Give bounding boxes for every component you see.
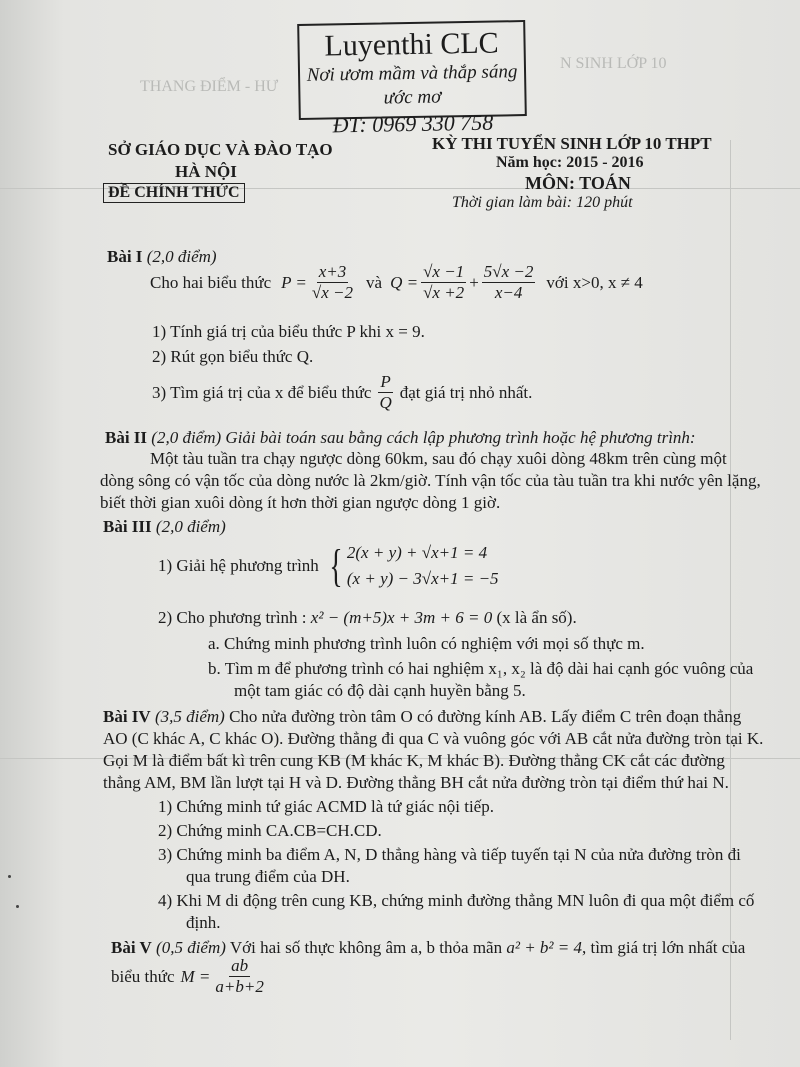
p-numerator: x+3 (318, 262, 347, 281)
problem-2-line-2: dòng sông có vận tốc của dòng nước là 2km/giờ. Tính vận tốc của tàu tuần tra khi nước yên lặng, (100, 471, 761, 490)
department-name: SỞ GIÁO DỤC VÀ ĐÀO TẠO (108, 140, 333, 159)
margin-mark (16, 905, 19, 908)
section-task: Giải bài toán sau bằng cách lập phương trình hoặc hệ phương trình: (225, 428, 696, 447)
q2-denominator: x−4 (494, 283, 523, 302)
exam-title: KỲ THI TUYỂN SINH LỚP 10 THPT (432, 134, 712, 153)
section-heading-4 (103, 707, 741, 727)
problem-4-line-4: thẳng AM, BM lần lượt tại H và D. Đường thẳng BH cắt nửa đường tròn tại điểm thứ hai N. (103, 773, 729, 792)
q2-numerator: 5√x −2 (483, 262, 534, 281)
plus-sign: + (469, 272, 479, 292)
question-1-1: 1) Tính giá trị của biểu thức P khi x = 9. (152, 322, 425, 341)
question-1-2: 2) Rút gọn biểu thức Q. (152, 347, 314, 366)
section-title: Bài V (111, 938, 152, 957)
problem-4-line-2: AO (C khác A, C khác O). Đường thẳng đi qua C và vuông góc với AB cắt nửa đường tròn tại K. (103, 729, 764, 748)
q-fraction-2 (482, 262, 536, 303)
system-brace: { (329, 540, 343, 591)
section-points: (0,5 điểm) (156, 938, 226, 957)
question-3-2-end: (x là ẩn số). (496, 608, 577, 627)
q-label: Q = (390, 272, 419, 292)
pq-numerator: P (380, 372, 391, 391)
subject-name: MÔN: TOÁN (525, 173, 631, 193)
equation-2: (x + y) − 3√x+1 = −5 (346, 569, 499, 588)
question-4-1: 1) Chứng minh tứ giác ACMD là tứ giác nội tiếp. (158, 797, 494, 816)
equation-system (347, 540, 499, 592)
section-heading-3 (103, 517, 226, 537)
expressions-line (150, 262, 643, 303)
problem-2-line-3: biết thời gian xuôi dòng ít hơn thời gian ngược dòng 1 giờ. (100, 493, 501, 512)
m-fraction (213, 956, 265, 997)
problem-4-line-1: Cho nửa đường tròn tâm O có đường kính AB. Lấy điểm C trên đoạn thẳng (229, 707, 742, 726)
m-numerator: ab (231, 956, 249, 975)
p-fraction (310, 262, 355, 303)
section-title: Bài I (107, 247, 143, 266)
show-through-text: N SINH LỚP 10 (560, 55, 667, 72)
question-3-2-b: b. Tìm m để phương trình có hai nghiệm x₁, x₂ là độ dài hai cạnh góc vuông của (208, 659, 754, 678)
equation-1: 2(x + y) + √x+1 = 4 (346, 543, 488, 562)
q-fraction-1 (421, 262, 466, 303)
stamp-name: Luyenthi CLC (324, 26, 499, 63)
q1-numerator: √x −1 (423, 262, 465, 281)
question-3-2-b-cont: một tam giác có độ dài cạnh huyền bằng 5. (234, 681, 526, 700)
expression-m-line (111, 956, 269, 997)
stamp-slogan: Nơi ươm mầm và thắp sáng ước mơ (306, 61, 518, 109)
question-3-2 (158, 608, 577, 628)
center-stamp (297, 20, 527, 138)
question-3-1-text: 1) Giải hệ phương trình (158, 556, 319, 575)
problem-5-start: Với hai số thực không âm a, b thỏa mãn (229, 938, 503, 957)
q1-denominator: √x +2 (423, 283, 465, 302)
pq-denominator: Q (379, 393, 392, 412)
problem-4-line-3: Gọi M là điểm bất kì trên cung KB (M khác K, M khác B). Đường thẳng CK cắt các đường (103, 751, 725, 770)
section-title: Bài IV (103, 707, 151, 726)
section-heading-5 (111, 938, 745, 958)
condition: với x>0, x ≠ 4 (546, 272, 643, 292)
question-1-3 (152, 372, 532, 413)
question-4-4: 4) Khi M di động trên cung KB, chứng minh đường thẳng MN luôn đi qua một điểm cố (158, 891, 755, 910)
show-through-text: THANG ĐIỂM - HƯ (140, 78, 279, 95)
margin-mark (8, 875, 11, 878)
question-4-2: 2) Chứng minh CA.CB=CH.CD. (158, 821, 382, 840)
section-title: Bài II (105, 428, 148, 447)
section-points: (2,0 điểm) (151, 428, 222, 447)
question-4-3-cont: qua trung điểm của DH. (186, 867, 350, 886)
question-3-2-start: 2) Cho phương trình : (158, 608, 307, 627)
question-4-4-cont: định. (186, 913, 221, 932)
expression-label: biểu thức (111, 966, 175, 986)
quadratic-equation: x² − (m+5)x + 3m + 6 = 0 (310, 608, 493, 627)
school-year: Năm học: 2015 - 2016 (496, 154, 644, 171)
m-denominator: a+b+2 (215, 977, 264, 996)
section-points: (3,5 điểm) (154, 707, 225, 726)
m-label: M = (180, 966, 211, 986)
city-name: HÀ NỘI (175, 162, 237, 181)
problem-5-end: , tìm giá trị lớn nhất của (581, 938, 746, 957)
pq-fraction (377, 372, 393, 413)
question-4-3: 3) Chứng minh ba điểm A, N, D thẳng hàng và tiếp tuyến tại N của nửa đường tròn đi (158, 845, 741, 864)
official-label: ĐỀ CHÍNH THỨC (103, 183, 245, 203)
question-3-2-a: a. Chứng minh phương trình luôn có nghiệm với mọi số thực m. (208, 634, 645, 653)
intro-text: Cho hai biểu thức (150, 272, 272, 292)
section-title: Bài III (103, 517, 152, 536)
question-1-3-start: 3) Tìm giá trị của x để biểu thức (152, 382, 372, 402)
question-3-1 (158, 540, 499, 592)
section-points: (2,0 điểm) (155, 517, 226, 536)
p-denominator: √x −2 (311, 283, 354, 302)
problem-2-line-1: Một tàu tuần tra chạy ngược dòng 60km, sau đó chạy xuôi dòng 48km trên cùng một (150, 449, 727, 468)
section-heading-2 (105, 428, 696, 448)
time-limit: Thời gian làm bài: 120 phút (452, 194, 633, 211)
constraint-equation: a² + b² = 4 (506, 938, 582, 957)
section-points: (2,0 điểm) (146, 247, 217, 266)
question-1-3-end: đạt giá trị nhỏ nhất. (399, 382, 533, 402)
and-word: và (366, 272, 383, 292)
stamp-phone: ĐT: 0969 330 758 (332, 109, 494, 138)
p-label: P = (281, 272, 307, 292)
